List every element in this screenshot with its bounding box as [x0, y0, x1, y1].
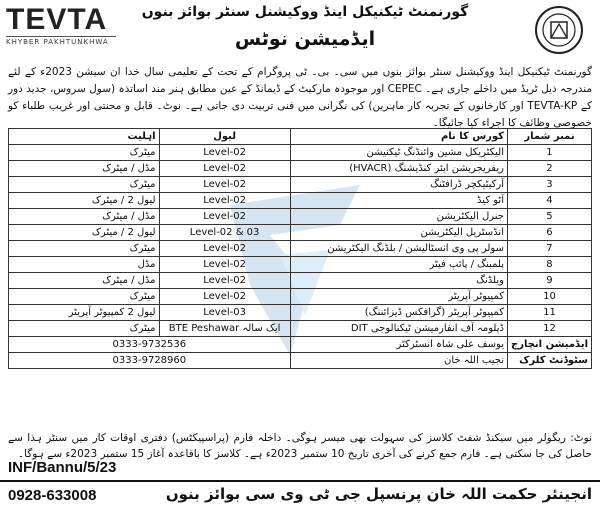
cell-course: پلمبنگ / پائپ فیٹر — [290, 257, 507, 273]
inf-code: INF/Bannu/5/23 — [8, 459, 117, 476]
table-row — [9, 145, 592, 161]
cell-serial: 3 — [507, 177, 591, 193]
cell-serial: 4 — [507, 193, 591, 209]
cell-serial: 8 — [507, 257, 591, 273]
header-course: کورس کا نام — [290, 129, 507, 145]
cell-serial: 10 — [507, 289, 591, 305]
cell-qualification: میٹرک — [9, 177, 160, 193]
cell-course: ڈپلومہ آف انفارمیشن ٹیکنالوجی DIT — [290, 321, 507, 337]
cell-serial: 2 — [507, 161, 591, 177]
cell-course: آرکیٹیکچر ڈرافٹنگ — [290, 177, 507, 193]
contact-detail: نجیب اللہ خان — [290, 353, 507, 369]
cell-qualification: لیول 2 / میٹرک — [9, 193, 160, 209]
cell-serial: 6 — [507, 225, 591, 241]
cell-level: Level-02 — [159, 273, 290, 289]
cell-course: ویلڈنگ — [290, 273, 507, 289]
table-row — [9, 225, 592, 241]
admission-note: نوٹ: ریگولر میں سیکنڈ شفٹ کلاسز کی سہولت بھی میسر ہوگی۔ داخلہ فارم (پراسپیکٹس) دفتری اوقات کار میں سنٹر ہذا سے حاصل کی جا سکتی ہے۔ فارم جمع کرنے کی آخری تاریخ 10 ستمبر 2023ء ہے۔ کلاسز کا باقاعدہ آغاز 15 ستمبر 2023ء سے ہوگا۔ — [8, 432, 592, 460]
footer-signatory: انجینئر حکمت اللہ خان پرنسپل جی ٹی وی سی بوائز بنوں — [165, 485, 592, 503]
contact-phone: 0333-9728960 — [9, 353, 291, 369]
intro-paragraph: گورنمنٹ ٹیکنیکل اینڈ ووکیشنل سنٹر بوائز بنوں میں سی۔ بی۔ ٹی پروگرام کے تحت کے تعلیمی سال خدا ان سیشن 2023ء کے لئے مندرجہ ذیل ٹریڈ میں داخلے جاری ہے۔ CEPEC اور موجودہ مارکیٹ کے ڈیمانڈ کے عین مطابق ہنر مند اساتذہ (سول سروس، جدید دور کے TEVTA-KP اور کارخانوں کے تجربہ کار ماہرین) کی نگرانی میں فنی تربیت دی جاتی ہے۔ نوٹ۔ قابل و محنتی اور غریب طلباء کو خصوصی وظائف کا اجراء کیا جائیگا۔ — [8, 66, 592, 129]
tevta-logo-tagline: KHYBER PAKHTUNKHWA — [6, 36, 116, 46]
footer-phone: 0928-633008 — [8, 487, 97, 504]
cell-serial: 1 — [507, 145, 591, 161]
header-qualification: اہلیت — [9, 129, 160, 145]
cell-qualification: میٹرک — [9, 241, 160, 257]
table-row — [9, 177, 592, 193]
tevta-logo — [6, 4, 116, 54]
contact-phone: 0333-9732536 — [9, 337, 291, 353]
cell-qualification: مڈل — [9, 257, 160, 273]
cell-course: آٹو کیڈ — [290, 193, 507, 209]
cell-course: کمپیوٹر آپریٹر (گرافکس ڈیزائننگ) — [290, 305, 507, 321]
table-row — [9, 321, 592, 337]
table-row — [9, 273, 592, 289]
table-row — [9, 289, 592, 305]
cell-level: Level-03 — [159, 305, 290, 321]
cell-qualification: مڈل / میٹرک — [9, 209, 160, 225]
contact-role: ایڈمیشن انچارج — [507, 337, 591, 353]
table-row — [9, 161, 592, 177]
contact-row — [9, 353, 592, 369]
cell-serial: 5 — [507, 209, 591, 225]
header-serial: نمبر شمار — [507, 129, 591, 145]
cell-qualification: میٹرک — [9, 289, 160, 305]
cell-qualification: میٹرک — [9, 321, 160, 337]
header-level: لیول — [159, 129, 290, 145]
cell-level: Level-02 — [159, 177, 290, 193]
cell-level: Level-02 — [159, 145, 290, 161]
cell-qualification: لیول 2 کمپیوٹر آپریٹر — [9, 305, 160, 321]
cell-qualification: مڈل / میٹرک — [9, 273, 160, 289]
table-row — [9, 305, 592, 321]
notice-title: ایڈمیشن نوٹس — [234, 28, 376, 50]
table-row — [9, 241, 592, 257]
table-row — [9, 257, 592, 273]
cell-level: Level-02 — [159, 193, 290, 209]
institute-name: گورنمنٹ ٹیکنیکل اینڈ ووکیشنل سنٹر بوائز بنوں — [141, 4, 469, 20]
cell-qualification: لیول 2 / میٹرک — [9, 225, 160, 241]
cell-level: Level-02 & 03 — [159, 225, 290, 241]
cell-level: BTE Peshawar ایک سالہ — [159, 321, 290, 337]
cell-course: سولر پی وی انسٹالیشن / بلڈنگ الیکٹریشن — [290, 241, 507, 257]
cell-serial: 12 — [507, 321, 591, 337]
courses-table — [8, 128, 592, 369]
cell-level: Level-02 — [159, 241, 290, 257]
contact-detail: یوسف علی شاہ انسٹرکٹر — [290, 337, 507, 353]
cell-course: انڈسٹریل الیکٹریشن — [290, 225, 507, 241]
table-row — [9, 209, 592, 225]
cell-level: Level-02 — [159, 257, 290, 273]
table-row — [9, 193, 592, 209]
cell-serial: 9 — [507, 273, 591, 289]
cell-qualification: مڈل / میٹرک — [9, 161, 160, 177]
cell-serial: 11 — [507, 305, 591, 321]
cell-level: Level-02 — [159, 209, 290, 225]
cell-course: ریفریجریشن ایئر کنڈیشنگ (HVACR) — [290, 161, 507, 177]
contact-row — [9, 337, 592, 353]
cell-course: جنرل الیکٹریشن — [290, 209, 507, 225]
cell-course: کمپیوٹر آپریٹر — [290, 289, 507, 305]
tevta-logo-text: TEVTA — [6, 3, 108, 36]
cell-level: Level-02 — [159, 161, 290, 177]
cell-qualification: میٹرک — [9, 145, 160, 161]
cell-course: الیکٹریکل مشین وائنڈنگ ٹیکنیشن — [290, 145, 507, 161]
institute-seal-icon — [530, 4, 588, 56]
cell-level: Level-02 — [159, 289, 290, 305]
cell-serial: 7 — [507, 241, 591, 257]
contact-role: سٹوڈنٹ کلرک — [507, 353, 591, 369]
table-header-row — [9, 129, 592, 145]
footer — [0, 480, 600, 510]
